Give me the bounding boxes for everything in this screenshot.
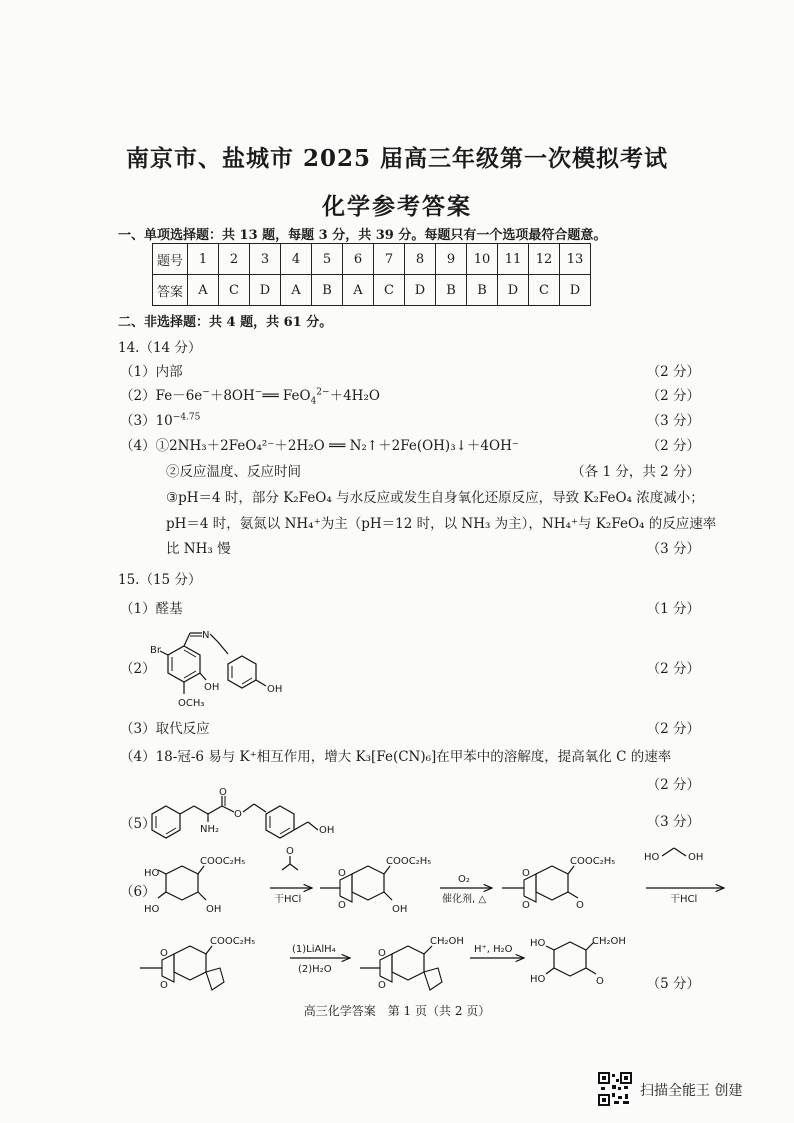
table-cell: B (312, 275, 343, 306)
ketone-o-label: O (596, 976, 604, 987)
q15-answer-1: （1）醛基 (120, 601, 183, 617)
q15-heading: 15.（15 分） (118, 572, 202, 588)
ho-label: HO (144, 868, 160, 879)
q14-score-4-2: （各 1 分，共 2 分） (571, 464, 700, 480)
q15-score-6: （5 分） (646, 976, 700, 992)
methoxy-label: OCH₃ (178, 698, 205, 709)
table-cell: 1 (188, 244, 219, 275)
ester-group-label: COOC₂H₅ (386, 856, 432, 867)
acetal-o-label: O (378, 980, 386, 991)
q14-answer-4-2: ②反应温度、反应时间 (166, 464, 301, 480)
q15-answer-4: （4）18-冠-6 易与 K⁺相互作用，增大 K₃[Fe(CN)₆]在甲苯中的溶解度，提高氧化 C 的速率 (120, 749, 672, 765)
carbonyl-o-label: O (219, 787, 227, 798)
table-cell: 4 (281, 244, 312, 275)
ch2oh-label: CH₂OH (430, 936, 464, 947)
acetal-o-label: O (522, 868, 530, 879)
reagent-label: (1)LiAlH₄ (292, 944, 336, 955)
table-cell: B (436, 275, 467, 306)
table-cell: 5 (312, 244, 343, 275)
table-cell: 3 (250, 244, 281, 275)
q14-answer-2: （2）Fe－6e−＋8OH−══ FeO$_4^{2-}$＋4H₂O (120, 387, 380, 407)
ch2oh-label: CH₂OH (592, 936, 626, 947)
table-row (153, 275, 591, 306)
table-cell: A (343, 275, 374, 306)
page-subtitle: 化学参考答案 (322, 193, 472, 220)
oh-label: OH (206, 904, 222, 915)
table-cell: 12 (529, 244, 560, 275)
q14-score-4-1: （2 分） (646, 438, 700, 454)
q14-answer-4-1: （4）①2NH₃＋2FeO₄²⁻＋2H₂O ══ N₂↑＋2Fe(OH)₃↓＋4OH⁻ (120, 438, 519, 454)
section-2-heading: 二、非选择题：共 4 题，共 61 分。 (118, 315, 333, 330)
q14-answer-4-3a: ③pH＝4 时，部分 K₂FeO₄ 与水反应或发生自身氧化还原反应，导致 K₂FeO₄ 浓度减小； (166, 490, 704, 506)
q15-score-3: （2 分） (646, 721, 700, 737)
acetal-o-label: O (522, 900, 530, 911)
acetal-o-label: O (378, 948, 386, 959)
table-cell: 7 (374, 244, 405, 275)
q15-score-2: （2 分） (646, 661, 700, 677)
q14-score-3: （3 分） (646, 413, 700, 429)
table-header-cell: 题号 (153, 244, 188, 275)
ho-label: HO (530, 974, 546, 985)
table-cell: D (498, 275, 529, 306)
amine-label: NH₂ (200, 824, 220, 835)
ester-group-label: COOC₂H₅ (200, 856, 246, 867)
q15-answer-2-label: （2） (120, 661, 156, 677)
qr-code-icon (598, 1072, 632, 1106)
reagent-label: 干HCl (670, 894, 698, 905)
acetal-o-label: O (160, 948, 168, 959)
table-header-cell: 答案 (153, 275, 188, 306)
table-cell: 13 (560, 244, 591, 275)
q15-score-5: （3 分） (646, 814, 700, 830)
table-cell: C (219, 275, 250, 306)
ketone-o-label: O (576, 900, 584, 911)
q14-score-2: （2 分） (646, 388, 700, 404)
reagent-label: (2)H₂O (298, 964, 332, 975)
imine-n-label: N (202, 630, 210, 641)
q14-a2-part: ＋4H₂O (329, 388, 380, 404)
q14-answer-3 (120, 409, 200, 429)
q15-answer-6-label: （6） (120, 884, 156, 900)
acetal-o-label: O (160, 980, 168, 991)
oh-label: OH (688, 852, 704, 863)
q14-score-1: （2 分） (646, 364, 700, 380)
q14-a2-part: ══ FeO (262, 388, 311, 404)
table-cell: D (250, 275, 281, 306)
ester-o-label: O (234, 809, 242, 820)
reagent-label: H⁺, H₂O (474, 944, 513, 955)
q14-answer-1: （1）内部 (120, 364, 183, 380)
table-cell: 6 (343, 244, 374, 275)
table-cell: A (281, 275, 312, 306)
section-1-heading: 一、单项选择题：共 13 题，每题 3 分，共 39 分。每题只有一个选项最符合题意。 (118, 228, 607, 243)
acetal-o-label: O (338, 900, 346, 911)
q15-2-structure (150, 628, 290, 718)
table-cell: D (560, 275, 591, 306)
table-cell: B (467, 275, 498, 306)
table-cell: C (374, 275, 405, 306)
q15-answer-5-label: （5） (120, 816, 156, 832)
q14-score-4-3: （3 分） (646, 541, 700, 557)
oh-label: OH (204, 682, 220, 693)
reagent-label: O₂ (458, 874, 470, 885)
ho-label: HO (144, 904, 160, 915)
page-footer: 高三化学答案 第 1 页（共 2 页） (303, 1004, 491, 1018)
table-cell: D (405, 275, 436, 306)
ho-label: HO (530, 938, 546, 949)
q14-a3-exp: −4.75 (172, 412, 201, 423)
ester-group-label: COOC₂H₅ (210, 936, 256, 947)
table-cell: 10 (467, 244, 498, 275)
answer-table (152, 243, 591, 306)
reagent-label: 干HCl (274, 894, 302, 905)
acetone-o-label: O (286, 846, 294, 857)
q14-a2-part: （2）Fe－6e (120, 388, 203, 404)
q15-answer-3: （3）取代反应 (120, 721, 210, 737)
bromo-label: Br (150, 645, 161, 656)
page-title: 南京市、盐城市 2025 届高三年级第一次模拟考试 (125, 145, 669, 172)
table-cell: 9 (436, 244, 467, 275)
reagent-label: 催化剂, △ (442, 894, 487, 905)
table-cell: 11 (498, 244, 529, 275)
q14-a3-base: （3）10 (120, 413, 173, 429)
q15-score-4: （2 分） (646, 777, 700, 793)
acetal-o-label: O (338, 868, 346, 879)
oh-label: OH (392, 904, 408, 915)
q14-answer-4-3c: 比 NH₃ 慢 (166, 541, 231, 557)
ester-group-label: COOC₂H₅ (570, 856, 616, 867)
table-cell: 2 (219, 244, 250, 275)
table-cell: A (188, 275, 219, 306)
q14-answer-4-3b: pH＝4 时，氨氮以 NH₄⁺为主（pH＝12 时，以 NH₃ 为主），NH₄⁺与 K₂FeO₄ 的反应速率 (166, 516, 717, 532)
q14-heading: 14.（14 分） (118, 340, 202, 356)
table-cell: 8 (405, 244, 436, 275)
table-cell: C (529, 275, 560, 306)
ho-label: HO (644, 852, 660, 863)
q14-a2-part: ＋8OH (209, 388, 255, 404)
phenol-oh-label: OH (267, 684, 283, 695)
q15-score-1: （1 分） (646, 601, 700, 617)
q15-5-structure (150, 787, 360, 840)
synthesis-scheme (140, 842, 730, 992)
scanner-watermark: 扫描全能王 创建 (640, 1083, 743, 1099)
hydroxyl-label: OH (319, 825, 335, 836)
table-row (153, 244, 591, 275)
